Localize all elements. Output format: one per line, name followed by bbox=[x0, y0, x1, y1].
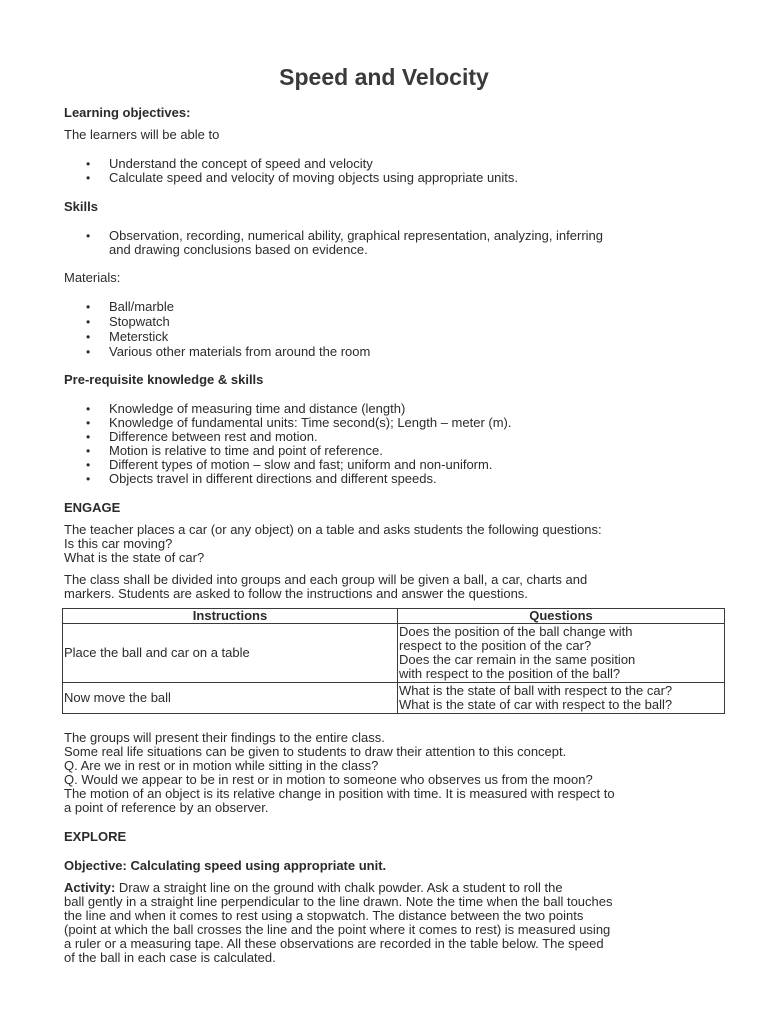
activity-line: the line and when it comes to rest using a stopwatch. The distance between the two points bbox=[64, 908, 584, 923]
list-item: Objects travel in different directions and different speeds. bbox=[109, 471, 437, 486]
table-header-instructions: Instructions bbox=[63, 609, 398, 624]
bullet-icon: • bbox=[86, 345, 91, 359]
list-item: Knowledge of measuring time and distance (length) bbox=[109, 401, 406, 416]
instructions-table bbox=[62, 608, 725, 714]
list-item: Knowledge of fundamental units: Time second(s); Length – meter (m). bbox=[109, 415, 512, 430]
table-header-questions: Questions bbox=[398, 609, 725, 624]
engage-paragraph-line: Q. Are we in rest or in motion while sitting in the class? bbox=[64, 758, 379, 773]
table-cell-instruction: Now move the ball bbox=[63, 683, 398, 714]
bullet-icon: • bbox=[86, 472, 91, 486]
question-line: respect to the position of the car? bbox=[399, 638, 592, 653]
engage-paragraph-line: Q. Would we appear to be in rest or in motion to someone who observes us from the moon? bbox=[64, 772, 593, 787]
explore-heading: EXPLORE bbox=[64, 829, 127, 844]
bullet-icon: • bbox=[86, 416, 91, 430]
activity-line: a ruler or a measuring tape. All these observations are recorded in the table below. The speed bbox=[64, 936, 604, 951]
question-line: What is the state of ball with respect to the car? bbox=[399, 683, 673, 698]
table-cell-questions bbox=[398, 624, 725, 683]
skills-heading: Skills bbox=[64, 199, 98, 214]
list-item: Stopwatch bbox=[109, 314, 170, 329]
engage-paragraph-line: What is the state of car? bbox=[64, 550, 205, 565]
engage-paragraph-line: markers. Students are asked to follow the instructions and answer the questions. bbox=[64, 586, 528, 601]
prereq-heading: Pre-requisite knowledge & skills bbox=[64, 372, 264, 387]
bullet-icon: • bbox=[86, 458, 91, 472]
table-cell-instruction: Place the ball and car on a table bbox=[63, 624, 398, 683]
bullet-icon: • bbox=[86, 330, 91, 344]
list-item: Observation, recording, numerical ability, graphical representation, analyzing, inferring bbox=[109, 228, 604, 243]
activity-line: (point at which the ball crosses the line and the point where it comes to rest) is measured using bbox=[64, 922, 611, 937]
page-title: Speed and Velocity bbox=[279, 64, 489, 90]
bullet-icon: • bbox=[86, 315, 91, 329]
explore-objective: Objective: Calculating speed using appropriate unit. bbox=[64, 858, 387, 873]
activity-text: Draw a straight line on the ground with chalk powder. Ask a student to roll the bbox=[115, 880, 563, 895]
bullet-icon: • bbox=[86, 300, 91, 314]
table-cell-questions bbox=[398, 683, 725, 714]
list-item: Difference between rest and motion. bbox=[109, 429, 318, 444]
engage-paragraph-line: a point of reference by an observer. bbox=[64, 800, 269, 815]
activity-label: Activity: bbox=[64, 880, 116, 895]
question-line: What is the state of car with respect to the ball? bbox=[399, 697, 673, 712]
engage-paragraph-line: The class shall be divided into groups and each group will be given a ball, a car, charts and bbox=[64, 572, 588, 587]
table-row bbox=[63, 683, 725, 714]
list-item: Understand the concept of speed and velocity bbox=[109, 156, 373, 171]
list-item: Calculate speed and velocity of moving objects using appropriate units. bbox=[109, 170, 519, 185]
learning-objectives-intro: The learners will be able to bbox=[64, 127, 220, 142]
activity-line: ball gently in a straight line perpendicular to the line drawn. Note the time when the ball touches bbox=[64, 894, 613, 909]
bullet-icon: • bbox=[86, 444, 91, 458]
bullet-icon: • bbox=[86, 430, 91, 444]
bullet-icon: • bbox=[86, 157, 91, 171]
question-line: with respect to the position of the ball? bbox=[399, 666, 621, 681]
engage-paragraph-line: The groups will present their findings to the entire class. bbox=[64, 730, 385, 745]
materials-heading: Materials: bbox=[64, 270, 121, 285]
engage-paragraph-line: The motion of an object is its relative change in position with time. It is measured with respect to bbox=[64, 786, 615, 801]
list-item-continued: and drawing conclusions based on evidence. bbox=[109, 242, 368, 257]
engage-paragraph-line: Is this car moving? bbox=[64, 536, 173, 551]
activity-line: of the ball in each case is calculated. bbox=[64, 950, 276, 965]
activity-line bbox=[64, 881, 563, 895]
bullet-icon: • bbox=[86, 171, 91, 185]
list-item: Different types of motion – slow and fast; uniform and non-uniform. bbox=[109, 457, 493, 472]
table-row bbox=[63, 624, 725, 683]
question-line: Does the car remain in the same position bbox=[399, 652, 636, 667]
learning-objectives-heading: Learning objectives: bbox=[64, 105, 191, 120]
engage-paragraph-line: The teacher places a car (or any object) on a table and asks students the following questions: bbox=[64, 522, 602, 537]
question-line: Does the position of the ball change with bbox=[399, 624, 633, 639]
list-item: Ball/marble bbox=[109, 299, 175, 314]
engage-heading: ENGAGE bbox=[64, 500, 121, 515]
engage-paragraph-line: Some real life situations can be given to students to draw their attention to this concept. bbox=[64, 744, 567, 759]
list-item: Various other materials from around the room bbox=[109, 344, 371, 359]
bullet-icon: • bbox=[86, 402, 91, 416]
bullet-icon: • bbox=[86, 229, 91, 243]
list-item: Meterstick bbox=[109, 329, 169, 344]
list-item: Motion is relative to time and point of reference. bbox=[109, 443, 383, 458]
table-header-row bbox=[63, 609, 725, 624]
